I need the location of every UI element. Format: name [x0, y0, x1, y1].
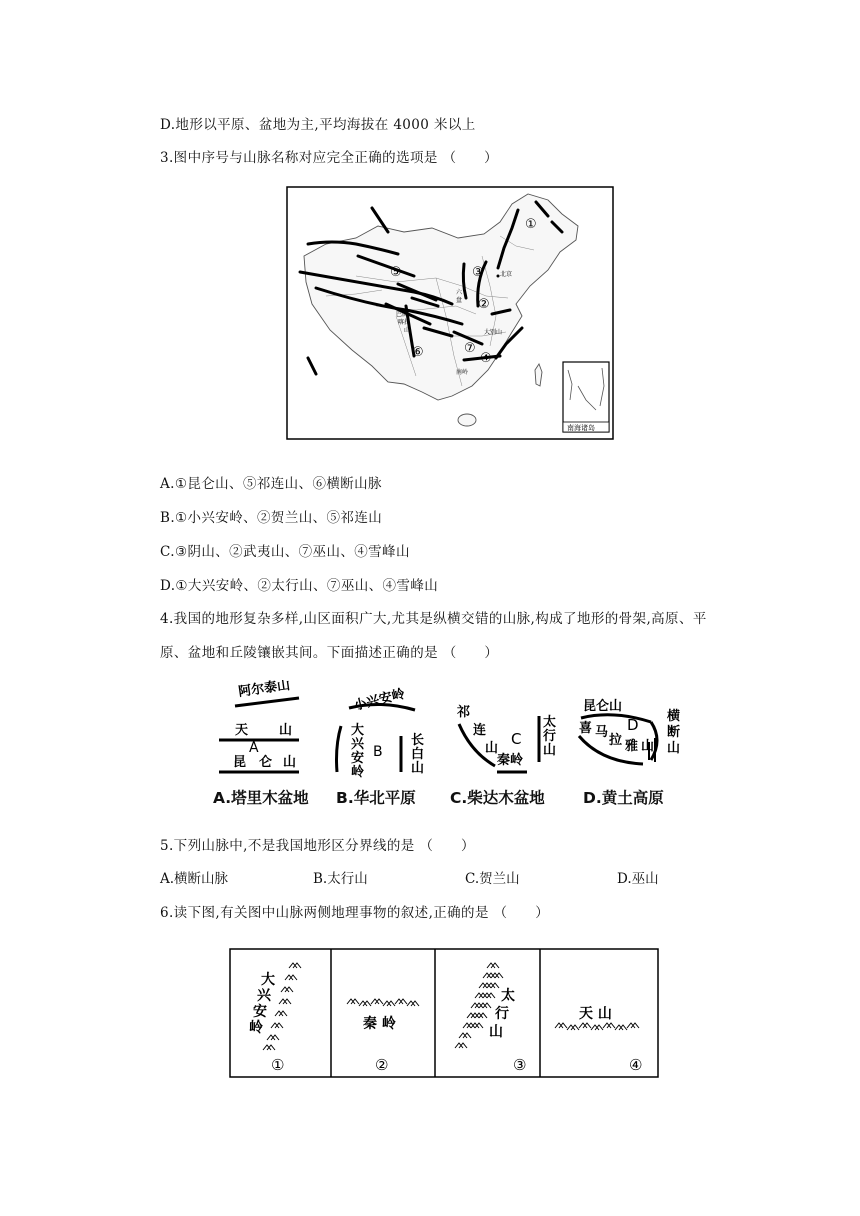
q5-option-a: A.横断山脉 — [160, 871, 229, 887]
map-label-shan: 山 — [404, 327, 411, 334]
map-marker-2: ② — [478, 297, 490, 312]
label-ma: 马 — [595, 725, 609, 740]
p1-xing: 兴 — [257, 988, 271, 1004]
panel-a — [219, 680, 299, 772]
p3-shan: 山 — [489, 1024, 503, 1040]
map-label-beijing: 北京 — [500, 271, 513, 278]
label-lian: 连 — [473, 723, 487, 738]
q5-option-b: B.太行山 — [313, 871, 368, 887]
label-tian: 天 — [235, 723, 249, 738]
p2-label: 秦 岭 — [363, 1016, 396, 1032]
p3-num: ③ — [513, 1056, 527, 1074]
label-qi: 祁 — [457, 705, 471, 720]
south-china-sea-inset — [563, 362, 609, 432]
china-mountain-map — [286, 186, 614, 440]
label-da: 大 — [351, 723, 365, 738]
p1-an: 安 — [253, 1004, 267, 1020]
map-marker-4: ④ — [480, 351, 492, 366]
panel-c — [457, 704, 556, 772]
label-lun: 仑 — [259, 755, 273, 770]
q4-caption-d: D.黄土高原 — [583, 789, 664, 807]
q6-mountain-panels — [229, 948, 659, 1078]
label-shan-b: 山 — [411, 761, 425, 776]
p3-tai: 太 — [501, 988, 515, 1004]
q6-stem: 6.读下图,有关图中山脉两侧地理事物的叙述,正确的是 （ ） — [160, 905, 550, 921]
label-heng: 横 — [667, 709, 681, 724]
label-shan-a2: 山 — [283, 755, 297, 770]
inset-label: 南海诸岛 — [567, 424, 595, 432]
map-marker-5: ⑤ — [390, 265, 402, 280]
letter-d: D — [627, 716, 639, 734]
label-kun: 昆 — [233, 755, 247, 770]
q3-option-a: A.①昆仑山、⑤祁连山、⑥横断山脉 — [160, 476, 382, 492]
q2-option-d: D.地形以平原、盆地为主,平均海拔在 4000 米以上 — [160, 117, 476, 133]
p2-num: ② — [375, 1056, 389, 1074]
label-shan-d: 山 — [641, 739, 655, 754]
label-xiaoxing: 小兴安岭 — [352, 686, 407, 714]
q4-caption-c: C.柴达木盆地 — [450, 789, 545, 807]
panel-d — [579, 698, 680, 764]
p4-num: ④ — [629, 1056, 643, 1074]
label-altai: 阿尔泰山 — [237, 680, 292, 700]
q3-option-d: D.①大兴安岭、②太行山、⑦巫山、④雪峰山 — [160, 578, 439, 594]
label-ling: 岭 — [351, 765, 365, 780]
label-chang: 长 — [411, 733, 425, 748]
label-shan-a1: 山 — [279, 723, 293, 738]
panel-b — [337, 686, 425, 780]
letter-b: B — [373, 744, 383, 760]
q4-stem: 4.我国的地形复杂多样,山区面积广大,尤其是纵横交错的山脉,构成了地形的骨架,高原、平原、盆地和丘陵镶嵌其间。下面描述正确的是 （ ） — [160, 611, 707, 661]
label-bai: 白 — [411, 747, 425, 762]
map-label-bayan: 巴颜 — [396, 311, 409, 318]
label-an: 安 — [351, 751, 365, 766]
label-shan-d2: 山 — [667, 741, 681, 756]
label-qinling: 秦岭 — [497, 753, 524, 768]
q5-option-d: D.巫山 — [617, 871, 659, 887]
q3-stem: 3.图中序号与山脉名称对应完全正确的选项是 （ ） — [160, 150, 499, 166]
label-hang: 行 — [543, 729, 557, 744]
map-label-nanling: 南岭 — [456, 369, 469, 376]
label-ya: 雅 — [625, 739, 639, 754]
label-kunlun-d: 昆仑山 — [583, 699, 623, 714]
q3-option-b: B.①小兴安岭、②贺兰山、⑤祁连山 — [160, 510, 383, 526]
q5-stem: 5.下列山脉中,不是我国地形区分界线的是 （ ） — [160, 838, 475, 854]
map-marker-1: ① — [525, 217, 537, 232]
map-label-liu: 六 — [456, 289, 463, 296]
label-shan-c2: 山 — [543, 743, 557, 758]
map-marker-7: ⑦ — [464, 341, 476, 356]
map-label-kala: 喀拉 — [398, 319, 411, 326]
p1-num: ① — [271, 1056, 285, 1074]
label-duan: 断 — [667, 725, 681, 740]
q4-sketches — [205, 680, 705, 782]
map-label-pan: 盘 — [456, 297, 463, 304]
label-shan-c1: 山 — [485, 741, 499, 756]
map-label-dabieshan: 大别山 — [484, 329, 503, 336]
p1-ling: 岭 — [249, 1020, 263, 1036]
p1-da: 大 — [261, 972, 275, 988]
q3-option-c: C.③阴山、②武夷山、⑦巫山、④雪峰山 — [160, 544, 410, 560]
q4-caption-b: B.华北平原 — [336, 789, 416, 807]
p3-hang: 行 — [495, 1006, 509, 1022]
q5-option-c: C.贺兰山 — [465, 871, 520, 887]
p4-label: 天 山 — [579, 1006, 612, 1022]
label-tai: 太 — [543, 715, 557, 730]
letter-a: A — [249, 740, 259, 756]
map-marker-3: ③ — [472, 265, 484, 280]
q4-caption-a: A.塔里木盆地 — [213, 789, 309, 807]
label-xi: 喜 — [579, 721, 593, 736]
letter-c: C — [511, 730, 522, 748]
label-la: 拉 — [609, 733, 623, 748]
label-xing: 兴 — [351, 737, 365, 752]
map-marker-6: ⑥ — [412, 345, 424, 360]
